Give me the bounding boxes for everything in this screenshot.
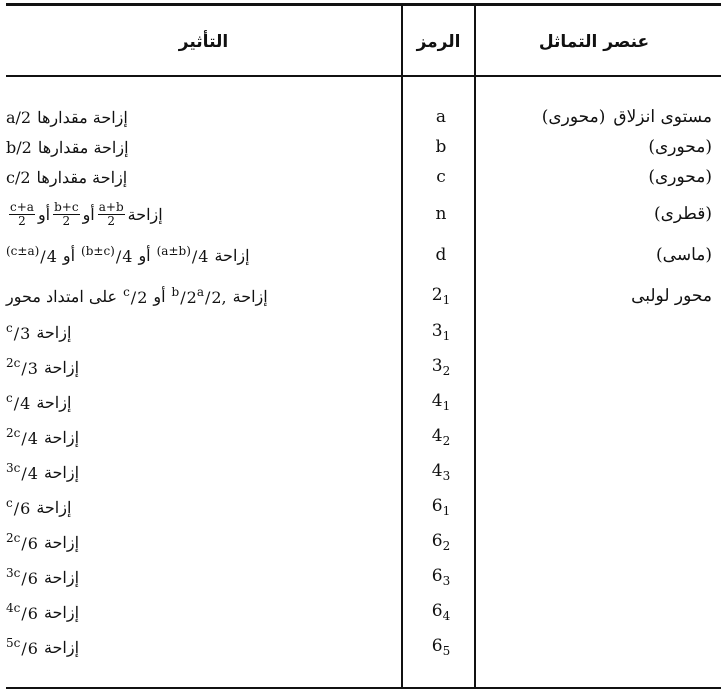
symbol-cell bbox=[408, 385, 474, 419]
element-cell bbox=[476, 238, 712, 272]
element-text: محور لولبى bbox=[631, 286, 712, 306]
symbol-text: $6_1$ bbox=[431, 496, 451, 518]
element-text: (محورى) bbox=[648, 137, 712, 157]
header-symbol: الرمز bbox=[416, 32, 461, 52]
symbol-cell bbox=[408, 197, 474, 231]
symbol-text: $6_3$ bbox=[431, 566, 451, 588]
element-text: (ماسى) bbox=[656, 245, 712, 265]
symbol-text: $4_3$ bbox=[431, 461, 451, 483]
symbol-text: $3_1$ bbox=[431, 321, 451, 343]
translation-term: $^{2c}$/3 bbox=[6, 356, 38, 378]
symbol-cell bbox=[408, 160, 474, 194]
symbol-cell bbox=[408, 490, 474, 524]
half-term: $^a$/2, bbox=[196, 285, 227, 307]
effect-word: إزاحة bbox=[43, 532, 80, 552]
translation-term: $^{2c}$/4 bbox=[6, 426, 38, 448]
effect-cell bbox=[6, 315, 401, 349]
effect-cell bbox=[6, 350, 401, 384]
symbol-cell bbox=[408, 525, 474, 559]
table-row bbox=[6, 130, 721, 164]
symbol-cell bbox=[408, 595, 474, 629]
symbol-cell bbox=[408, 420, 474, 454]
table-row bbox=[6, 455, 721, 489]
translation-term: $^{5c}$/6 bbox=[6, 636, 38, 658]
fraction: $\frac{c+a}{2}$ bbox=[10, 199, 34, 228]
header-effect: التأثير bbox=[178, 32, 229, 52]
table-top-border bbox=[6, 3, 721, 6]
table-row bbox=[6, 595, 721, 629]
translation-term: $^c$/6 bbox=[6, 496, 31, 518]
effect-cell bbox=[6, 525, 401, 559]
effect-word: إزاحة مقدارها bbox=[37, 137, 129, 157]
effect-cell bbox=[6, 130, 401, 164]
table-row bbox=[6, 315, 721, 349]
element-text: (محورى) bbox=[541, 107, 606, 127]
symbol-cell bbox=[408, 100, 474, 134]
symbol-text: $3_2$ bbox=[431, 356, 451, 378]
effect-value: c/2 bbox=[6, 167, 31, 187]
or-word: أو bbox=[37, 204, 51, 224]
translation-term: $^c$/4 bbox=[6, 391, 31, 413]
translation-term: $^{3c}$/4 bbox=[6, 461, 38, 483]
fraction: $\frac{b+c}{2}$ bbox=[54, 199, 79, 228]
effect-word: إزاحة مقدارها bbox=[37, 107, 128, 127]
symbol-text: d bbox=[435, 245, 447, 265]
or-word: أو bbox=[153, 286, 166, 306]
effect-suffix: على امتداد محور bbox=[6, 286, 118, 306]
symbol-text: n bbox=[435, 204, 447, 224]
table-row bbox=[6, 490, 721, 524]
symbol-cell bbox=[408, 350, 474, 384]
effect-cell bbox=[6, 630, 401, 664]
table-row bbox=[6, 160, 721, 194]
effect-word: إزاحة bbox=[43, 462, 80, 482]
effect-word: إزاحة bbox=[36, 392, 72, 412]
effect-cell bbox=[6, 279, 401, 313]
symbol-cell bbox=[408, 130, 474, 164]
symbol-cell bbox=[408, 238, 474, 272]
effect-cell bbox=[6, 420, 401, 454]
quarter-term: $^{(b\pm c)}$/4 bbox=[81, 244, 133, 266]
translation-term: $^{3c}$/6 bbox=[6, 566, 38, 588]
translation-term: $^{2c}$/6 bbox=[6, 531, 38, 553]
effect-cell bbox=[6, 595, 401, 629]
symbol-text: $4_2$ bbox=[431, 426, 451, 448]
effect-cell bbox=[6, 160, 401, 194]
effect-word: إزاحة bbox=[43, 427, 80, 447]
effect-value: a/2 bbox=[6, 107, 32, 127]
table-row bbox=[6, 350, 721, 384]
symbol-text: $6_5$ bbox=[431, 636, 451, 658]
table-row bbox=[6, 525, 721, 559]
or-word: أو bbox=[138, 245, 151, 265]
element-cell bbox=[476, 197, 712, 231]
effect-word: إزاحة bbox=[214, 245, 250, 265]
table-row bbox=[6, 197, 721, 231]
table-row bbox=[6, 630, 721, 664]
element-cell bbox=[476, 130, 712, 164]
effect-word: إزاحة bbox=[127, 204, 163, 224]
effect-word: إزاحة bbox=[232, 286, 268, 306]
symbol-text: $6_2$ bbox=[431, 531, 451, 553]
table-row bbox=[6, 560, 721, 594]
effect-word: إزاحة bbox=[43, 637, 80, 657]
element-text: (محورى) bbox=[648, 167, 712, 187]
table-row bbox=[6, 279, 721, 313]
effect-cell bbox=[6, 100, 401, 134]
quarter-term: $^{(a\pm b)}$/4 bbox=[156, 244, 209, 266]
header-divider bbox=[6, 75, 721, 77]
symbol-text: b bbox=[435, 137, 447, 157]
quarter-term: $^{(c\pm a)}$/4 bbox=[6, 244, 57, 266]
symbol-cell bbox=[408, 279, 474, 313]
element-cell bbox=[476, 160, 712, 194]
effect-word: إزاحة مقدارها bbox=[36, 167, 128, 187]
effect-cell bbox=[6, 197, 401, 231]
effect-cell bbox=[6, 455, 401, 489]
table-row bbox=[6, 385, 721, 419]
effect-word: إزاحة bbox=[43, 567, 80, 587]
element-cell bbox=[476, 279, 712, 313]
translation-term: $^{4c}$/6 bbox=[6, 601, 38, 623]
table-row bbox=[6, 100, 721, 134]
symbol-text: $2_1$ bbox=[431, 285, 451, 307]
half-term: $^b$/2 bbox=[171, 285, 197, 307]
symbol-cell bbox=[408, 560, 474, 594]
table-bottom-border bbox=[6, 687, 721, 689]
symbol-text: c bbox=[436, 167, 446, 187]
table-row bbox=[6, 238, 721, 272]
translation-term: $^c$/3 bbox=[6, 321, 31, 343]
effect-value: b/2 bbox=[6, 137, 32, 157]
effect-cell bbox=[6, 385, 401, 419]
effect-word: إزاحة bbox=[43, 357, 80, 377]
element-text: (قطرى) bbox=[653, 204, 712, 224]
table-row bbox=[6, 420, 721, 454]
symbol-text: $4_1$ bbox=[431, 391, 451, 413]
header-element: عنصر التماثل bbox=[538, 32, 650, 52]
symbol-cell bbox=[408, 315, 474, 349]
symbol-cell bbox=[408, 455, 474, 489]
element-cell bbox=[476, 100, 712, 134]
element-prefix: مستوى انزلاق bbox=[613, 107, 712, 127]
symbol-text: a bbox=[435, 107, 447, 127]
symmetry-table bbox=[6, 3, 721, 692]
effect-cell bbox=[6, 238, 401, 272]
symbol-text: $6_4$ bbox=[431, 601, 451, 623]
effect-cell bbox=[6, 560, 401, 594]
fraction: $\frac{a+b}{2}$ bbox=[98, 199, 124, 228]
symbol-cell bbox=[408, 630, 474, 664]
or-word: أو bbox=[82, 204, 95, 224]
effect-word: إزاحة bbox=[36, 497, 72, 517]
effect-cell bbox=[6, 490, 401, 524]
effect-word: إزاحة bbox=[36, 322, 72, 342]
half-term: $^c$/2 bbox=[123, 285, 148, 307]
or-word: أو bbox=[62, 245, 76, 265]
effect-word: إزاحة bbox=[43, 602, 80, 622]
